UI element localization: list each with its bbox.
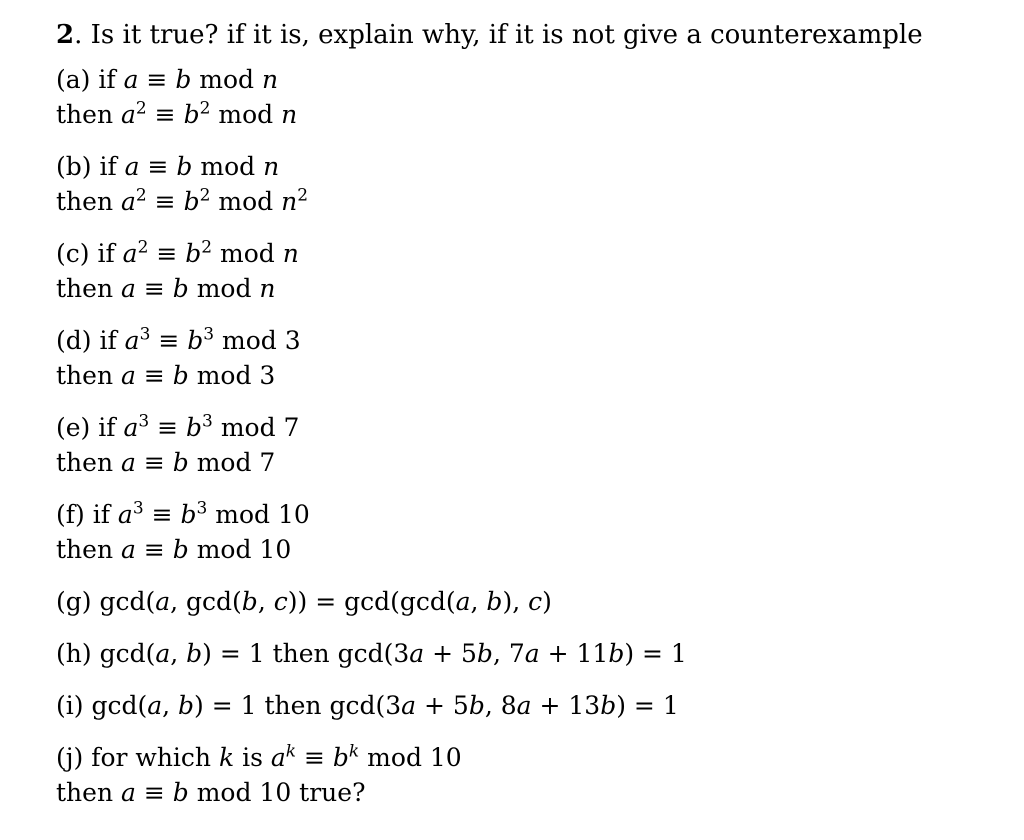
item-statement [56,62,996,97]
item-math-text: then a ≡ b mod 7 [56,448,276,477]
item-statement [56,636,996,671]
item-conclusion [56,532,996,567]
item-label: (d) [56,326,100,355]
problem-item-j [56,740,996,810]
item-math-text: gcd(a, b) = 1 then gcd(3a + 5b, 8a + 13b) = 1 [91,691,679,720]
item-conclusion [56,358,996,393]
item-statement [56,236,996,271]
item-conclusion [56,97,996,132]
item-math-text: gcd(a, gcd(b, c)) = gcd(gcd(a, b), c) [99,587,552,616]
item-math-text: if $a^3 \equiv b^3$ mod 7 [98,411,300,442]
problem-item-b [56,149,996,219]
item-math-text: then $a^2 \equiv b^2$ mod n [56,98,298,129]
item-label: (e) [56,413,99,442]
problem-item-i [56,688,996,723]
item-math-text: if $a^3 \equiv b^3$ mod 10 [92,498,310,529]
item-statement [56,323,996,358]
problem-heading [56,18,996,52]
problem-item-e [56,410,996,480]
item-label: (g) [56,587,100,616]
item-label: (a) [56,65,99,94]
item-label: (f) [56,500,93,529]
item-conclusion [56,271,996,306]
problem-item-h [56,636,996,671]
item-statement [56,584,996,619]
item-conclusion [56,775,996,810]
problem-items [56,62,996,810]
item-math-text: if $a^3 \equiv b^3$ mod 3 [99,324,301,355]
item-label: (i) [56,691,92,720]
problem-item-f [56,497,996,567]
problem-document [56,18,996,827]
item-math-text: then $a^2 \equiv b^2$ mod $n^2$ [56,185,309,216]
item-math-text: if a ≡ b mod n [98,65,279,94]
item-math-text: for which k is $a^k \equiv b^k$ mod 10 [91,741,462,772]
item-label: (h) [56,639,100,668]
item-math-text: then a ≡ b mod 3 [56,361,276,390]
item-statement [56,149,996,184]
problem-item-g [56,584,996,619]
problem-item-c [56,236,996,306]
item-statement [56,497,996,532]
item-math-text: gcd(a, b) = 1 then gcd(3a + 5b, 7a + 11b) = 1 [99,639,687,668]
item-statement [56,740,996,775]
problem-item-a [56,62,996,132]
item-math-text: then a ≡ b mod 10 [56,535,292,564]
item-math-text: if $a^2 \equiv b^2$ mod n [97,237,299,268]
item-label: (b) [56,152,100,181]
problem-item-d [56,323,996,393]
item-statement [56,688,996,723]
item-math-text: then a ≡ b mod 10 true? [56,778,366,807]
item-math-text: if a ≡ b mod n [99,152,280,181]
item-math-text: then a ≡ b mod n [56,274,276,303]
item-conclusion [56,445,996,480]
item-label: (j) [56,743,92,772]
item-statement [56,410,996,445]
item-conclusion [56,184,996,219]
problem-number: 2 [56,20,75,50]
problem-prompt: . Is it true? if it is, explain why, if it is not give a counterexample [74,20,923,50]
item-label: (c) [56,239,98,268]
